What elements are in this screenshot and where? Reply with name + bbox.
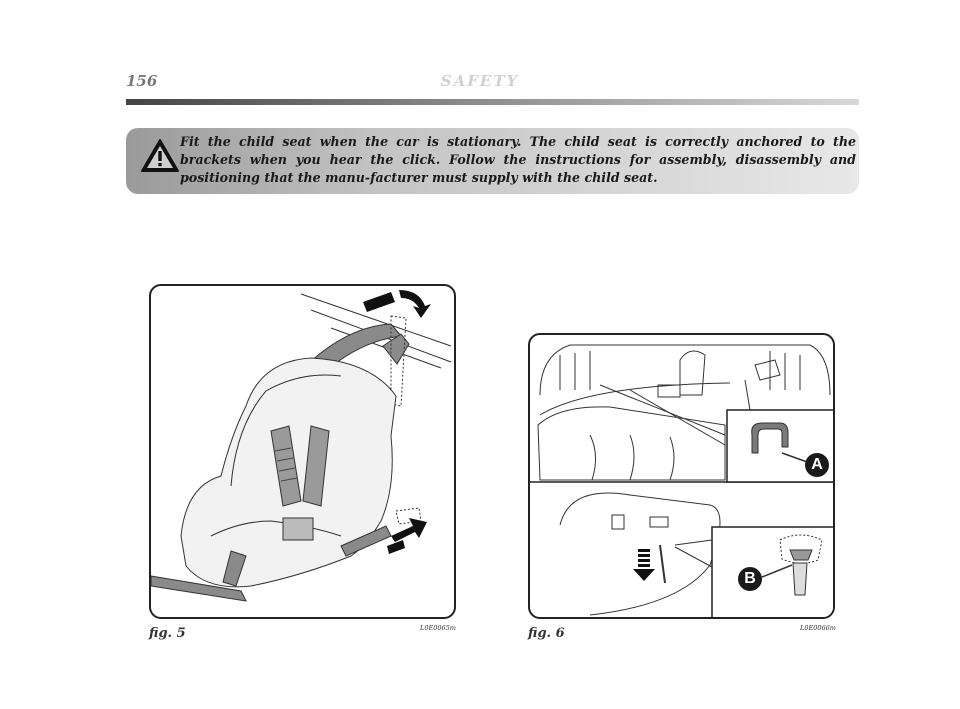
- figure-6-anchor-illustration: [528, 333, 835, 619]
- figure-5-code: L0E0065m: [420, 624, 456, 632]
- warning-triangle-icon: [140, 138, 180, 174]
- callout-a-label: A: [805, 453, 829, 477]
- callout-b-label: B: [738, 567, 762, 591]
- warning-box: [126, 128, 859, 194]
- page-number: 156: [126, 72, 158, 90]
- figure-6-caption: fig. 6: [528, 626, 565, 641]
- child-seat-drawing: [151, 286, 456, 619]
- header-rule: [126, 99, 859, 105]
- warning-text: Fit the child seat when the car is stationary. The child seat is correctly anchored to the brackets when you hear the click. Follow the instructions for assembly, disassembly and positioning that the manu-facturer must supply with the child seat.: [180, 134, 856, 185]
- figure-5-child-seat-illustration: [149, 284, 456, 619]
- anchor-points-drawing: [530, 335, 835, 619]
- figure-6-code: L0E0066m: [800, 624, 836, 632]
- figure-5-caption: fig. 5: [149, 626, 186, 641]
- section-title: SAFETY: [440, 72, 520, 90]
